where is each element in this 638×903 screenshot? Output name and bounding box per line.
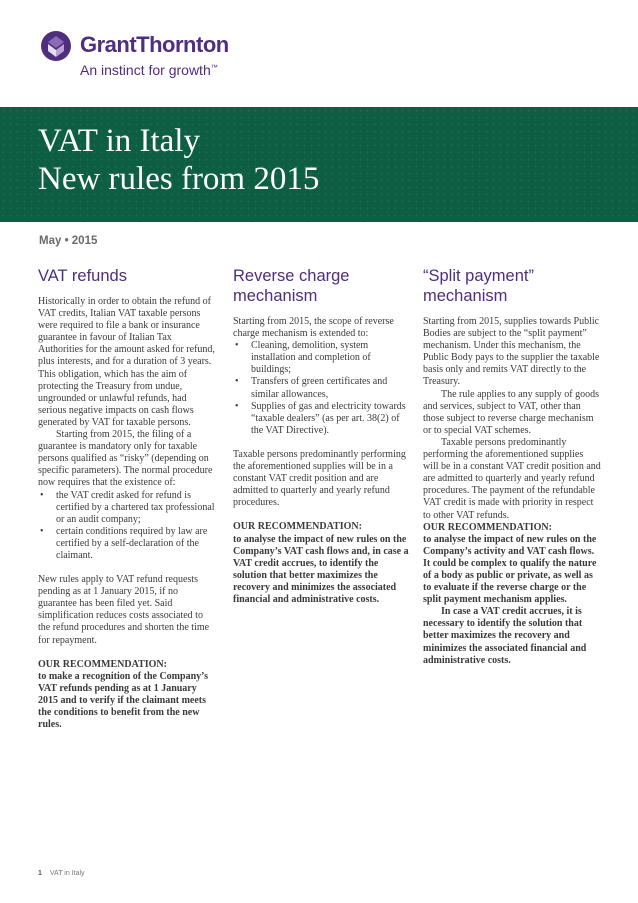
recommendation-body: to analyse the impact of new rules on the Company’s VAT cash flows and, in case a VAT credit accrues, to identify the solution that better maximizes the recovery and minimizes the associated financial and administrative costs. <box>233 533 409 605</box>
paragraph: The rule applies to any supply of goods and services, subject to VAT, other than those subject to reverse charge mechanism or to special VAT schemes. <box>423 388 600 436</box>
page-number: 1 <box>38 870 42 877</box>
logo-tagline: An instinct for growth™ <box>80 62 218 78</box>
paragraph: Starting from 2015, the scope of reverse charge mechanism is extended to: <box>233 316 394 340</box>
bullet-list <box>233 340 413 437</box>
section-title-split-payment: “Split payment” mechanism <box>423 267 534 305</box>
recommendation-body: to analyse the impact of new rules on the Company’s activity and VAT cash flows. It could be complex to qualify the nature of a body as public or private, as well as to evaluate if the reverse charge or the split payment mechanism applies. <box>423 533 597 606</box>
paragraph: Starting from 2015, the filing of a guarantee is mandatory only for taxable persons qualified as “risky” (depending on specific parameters). The normal procedure now requires that the existence of: <box>38 429 213 489</box>
paragraph: Taxable persons predominantly performing the aforementioned supplies will be in a constant VAT credit position and are admitted to quarterly and yearly refund procedures. The payment of the refundable VAT credit is made with priority in respect to other VAT refunds. <box>423 436 601 521</box>
recommendation-body: to make a recognition of the Company’s VAT refunds pending as at 1 January 2015 and to verify if the claimant meets the conditions to benefit from the new rules. <box>38 670 208 731</box>
recommendation-heading: OUR RECOMMENDATION: <box>423 521 552 533</box>
list-item: • the VAT credit asked for refund is certified by a chartered tax professional or an audit company; <box>38 490 216 526</box>
publication-date: May • 2015 <box>39 235 98 247</box>
title-line-1: VAT in Italy <box>38 123 200 159</box>
column-vat-refunds <box>38 266 216 731</box>
recommendation-heading: OUR RECOMMENDATION: <box>38 658 167 670</box>
column-reverse-charge <box>233 266 413 606</box>
title-line-2: New rules from 2015 <box>38 161 320 197</box>
paragraph: New rules apply to VAT refund requests pending as at 1 January 2015, if no guarantee has been filed yet. Said simplification reduces costs associated to the refund procedures and shorten the time for repayment. <box>38 574 210 646</box>
recommendation-body: In case a VAT credit accrues, it is necessary to identify the solution that better maximizes the recovery and minimizes the associated financial and administrative costs. <box>423 606 587 666</box>
list-item: • Cleaning, demolition, system installation and completion of buildings; <box>233 340 413 376</box>
list-item: • certain conditions required by law are certified by a self-declaration of the claimant. <box>38 526 216 562</box>
section-title-reverse-charge: Reverse charge mechanism <box>233 267 350 305</box>
paragraph: Starting from 2015, supplies towards Public Bodies are subject to the “split payment” mechanism. Under this mechanism, the Public Body pays to the supplier the taxable basis only and remits VAT directly to the Treasury. <box>423 316 600 388</box>
grant-thornton-logo <box>40 30 240 90</box>
recommendation-heading: OUR RECOMMENDATION: <box>233 521 362 533</box>
document-title <box>38 122 319 198</box>
section-title-vat-refunds: VAT refunds <box>38 267 127 285</box>
list-item: • Supplies of gas and electricity towards “taxable dealers” (as per art. 38(2) of the VAT Directive). <box>233 401 413 437</box>
paragraph: Taxable persons predominantly performing the aforementioned supplies will be in a constant VAT credit position and are admitted to quarterly and yearly refund procedures. <box>233 448 406 509</box>
footer-title: VAT in Italy <box>49 870 85 877</box>
list-item: • Transfers of green certificates and similar allowances, <box>233 376 413 400</box>
grant-thornton-logo-icon <box>40 30 72 62</box>
logo-name: GrantThornton <box>80 32 229 57</box>
page-footer <box>38 870 85 877</box>
title-banner <box>0 107 638 222</box>
column-split-payment <box>423 266 601 667</box>
paragraph: Historically in order to obtain the refund of VAT credits, Italian VAT taxable persons were required to file a bank or insurance guarantee in favour of Italian Tax Authorities for the amount asked for refund, plus interests, and for a duration of 3 years. This obligation, which has the aim of protecting the Treasury from undue, ungrounded or unlawful refunds, had serious negative impacts on cash flows generated by VAT for taxable persons. <box>38 296 215 428</box>
bullet-list <box>38 490 216 563</box>
